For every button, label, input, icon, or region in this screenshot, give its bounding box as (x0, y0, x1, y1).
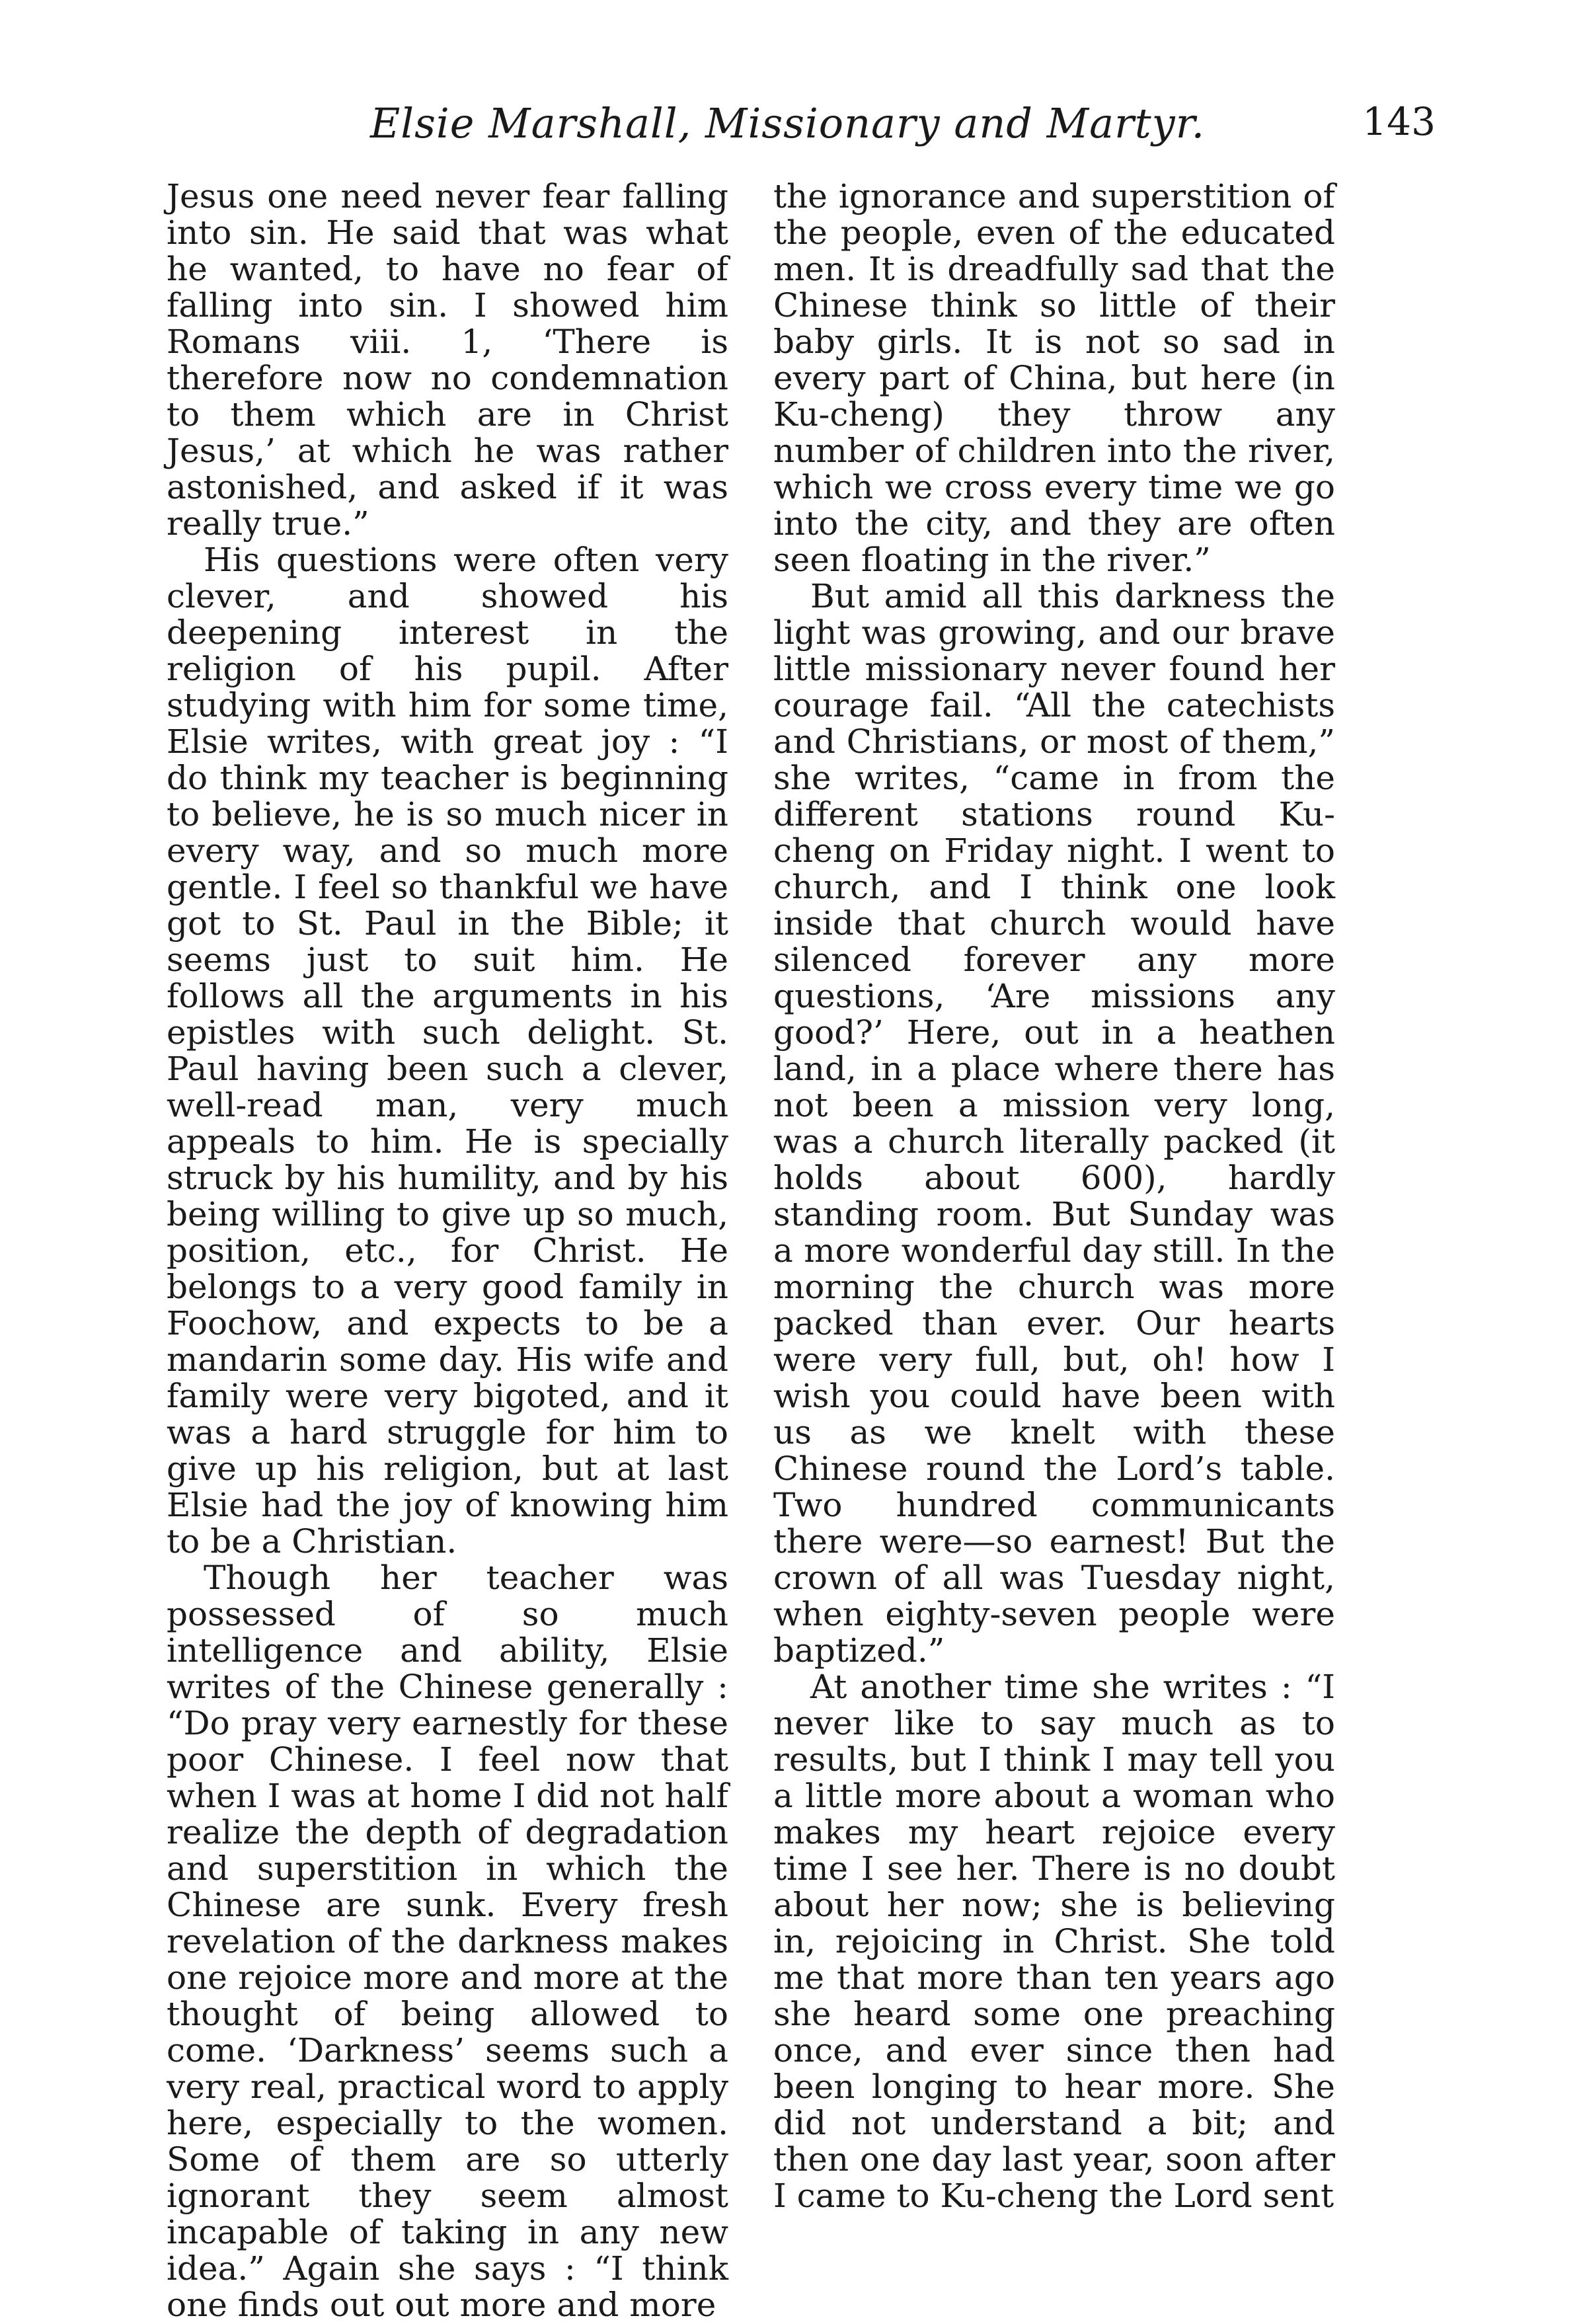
left-column (167, 178, 728, 2323)
running-title: Elsie Marshall, Missionary and Martyr. (370, 99, 1206, 147)
paragraph: Jesus one need never fear falling into sin. He said that was what he wanted, to have no fear of falling into sin. I showed him Romans viii. 1, ‘There is therefore now no condemnation to them which are in Christ Jesus,’ at which he was rather astonished, and asked if it was really true.” (167, 177, 728, 543)
paragraph: But amid all this darkness the light was growing, and our brave little missionary never found her courage fail. “All the catechists and Christians, or most of them,” she writes, “came in from the different stations round Ku-cheng on Friday night. I went to church, and I think one look inside that church would have silenced forever any more questions, ‘Are missions any good?’ Here, out in a heathen land, in a place where there has not been a mission very long, was a church literally packed (it holds about 600), hardly standing room. But Sunday was a more wonderful day still. In the morning the church was more packed than ever. Our hearts were very full, but, oh! how I wish you could have been with us as we knelt with these Chinese round the Lord’s table. Two hundred communicants there were—so earnest! But the crown of all was Tuesday night, when eighty-seven people were baptized.” (773, 577, 1335, 1670)
paragraph: His questions were often very clever, and showed his deepening interest in the religion of his pupil. After studying with him for some time, Elsie writes, with great joy : “I do think my teacher is beginning to believe, he is so much nicer in every way, and so much more gentle. I feel so thankful we have got to St. Paul in the Bible; it seems just to suit him. He follows all the arguments in his epistles with such delight. St. Paul having been such a clever, well-read man, very much appeals to him. He is specially struck by his humility, and by his being willing to give up so much, position, etc., for Christ. He belongs to a very good family in Foochow, and expects to be a mandarin some day. His wife and family were very bigoted, and it was a hard struggle for him to give up his religion, but at last Elsie had the joy of knowing him to be a Christian. (167, 541, 728, 1561)
paragraph: the ignorance and superstition of the people, even of the educated men. It is dreadfully sad that the Chinese think so little of their baby girls. It is not so sad in every part of China, but here (in Ku-cheng) they throw any number of children into the river, which we cross every time we go into the city, and they are often seen floating in the river.” (773, 177, 1335, 579)
page-number: 143 (1362, 99, 1436, 144)
page-header (0, 99, 1581, 159)
paragraph: Though her teacher was possessed of so much intelligence and ability, Elsie writes of the Chinese generally : “Do pray very earnestly for these poor Chinese. I feel now that when I was at home I did not half realize the depth of degradation and superstition in which the Chinese are sunk. Every fresh revelation of the darkness makes one rejoice more and more at the thought of being allowed to come. ‘Darkness’ seems such a very real, practical word to apply here, especially to the women. Some of them are so utterly ignorant they seem almost incapable of taking in any new idea.” Again she says : “I think one finds out out more and more (167, 1559, 728, 2324)
right-column (773, 178, 1335, 2214)
paragraph: At another time she writes : “I never like to say much as to results, but I think I may tell you a little more about a woman who makes my heart rejoice every time I see her. There is no doubt about her now; she is believing in, rejoicing in Christ. She told me that more than ten years ago she heard some one preaching once, and ever since then had been longing to hear more. She did not understand a bit; and then one day last year, soon after I came to Ku-cheng the Lord sent (773, 1668, 1335, 2215)
